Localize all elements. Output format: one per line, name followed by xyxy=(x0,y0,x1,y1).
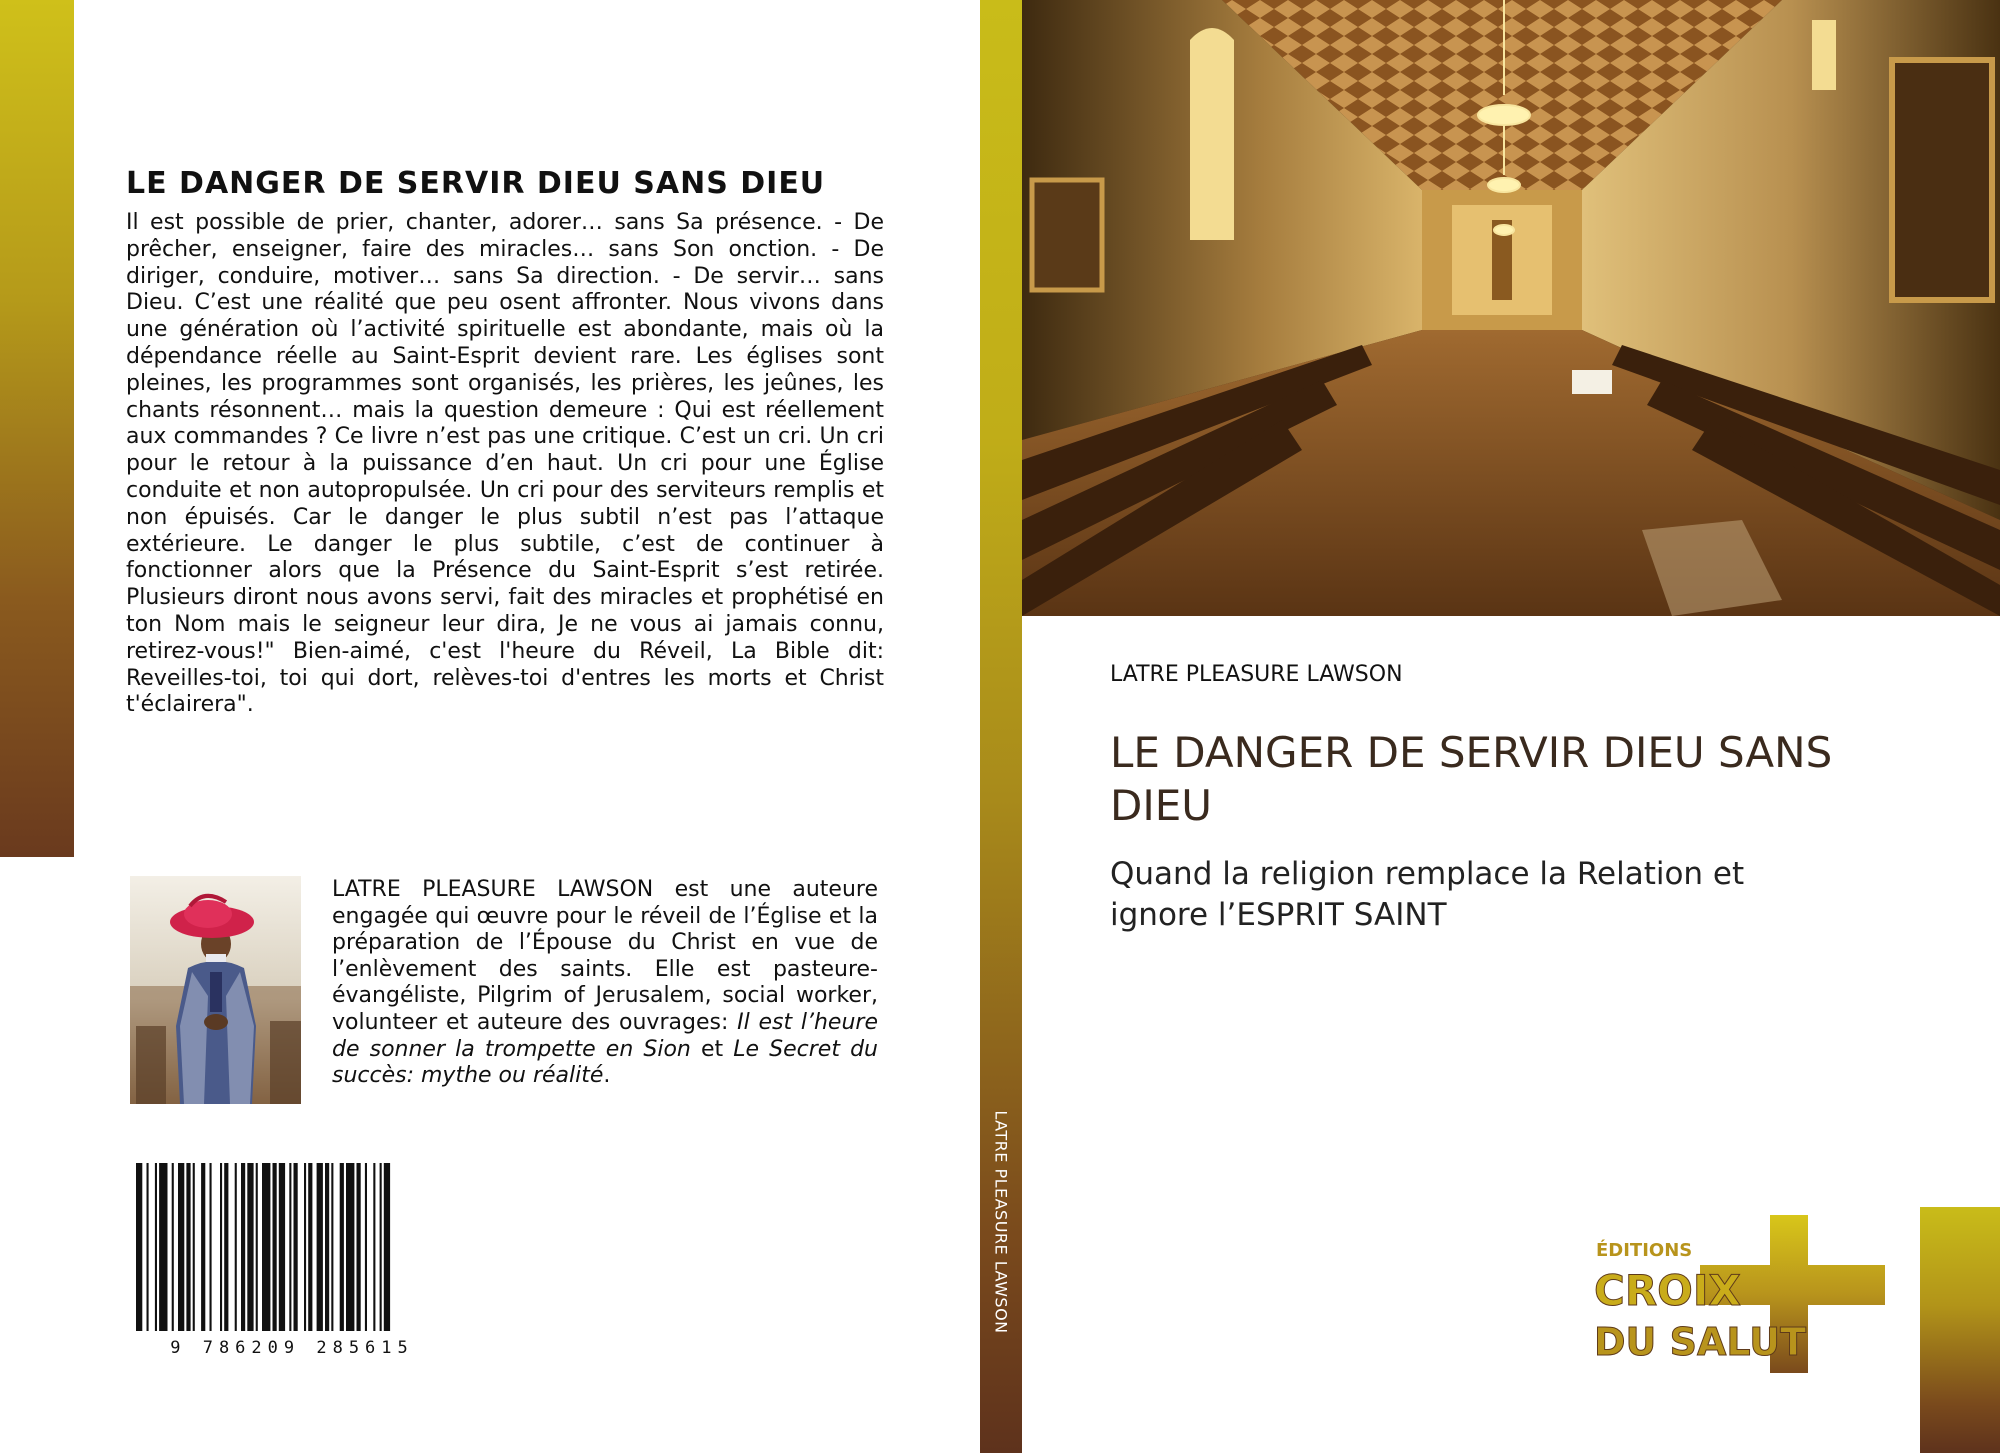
spine-author: LATRE PLEASURE LAWSON xyxy=(991,1110,1011,1334)
barcode-bar xyxy=(294,1163,298,1331)
barcode-bar xyxy=(241,1163,245,1331)
barcode-bar xyxy=(331,1163,333,1331)
barcode-bar xyxy=(136,1163,142,1331)
author-bio-text: LATRE PLEASURE LAWSON est une auteure engagée qui œuvre pour le réveil de l’Église et la préparation de l’Épouse du Christ en vue de l’enlèvement des saints. Elle est pasteure-évangéliste, Pilgrim of Jerusalem, social worker, volunteer et auteure des ouvrages: xyxy=(332,877,878,1035)
front-cover-subtitle: Quand la religion remplace la Relation et ignore l’ESPRIT SAINT xyxy=(1110,856,1745,933)
barcode-bar xyxy=(210,1163,212,1331)
barcode-bar xyxy=(273,1163,277,1331)
barcode-bar xyxy=(384,1163,390,1331)
author-bio-book1: Il est l’heure de sonner la trompette en Sion xyxy=(332,1009,878,1062)
church-interior-image xyxy=(1022,0,2000,616)
barcode-bar xyxy=(308,1163,312,1331)
publisher-line3: DU SALUT xyxy=(1594,1320,1807,1364)
barcode-bar xyxy=(256,1163,258,1331)
barcode-bar xyxy=(172,1163,174,1331)
publisher-logo xyxy=(1590,1215,1890,1375)
front-cover-color-corner xyxy=(1920,1207,2000,1453)
author-bio-connector: et xyxy=(690,1036,734,1062)
barcode-bar xyxy=(357,1163,361,1331)
barcode-bar xyxy=(340,1163,344,1331)
author-photo xyxy=(130,876,301,1104)
front-cover-author: LATRE PLEASURE LAWSON xyxy=(1110,662,1403,687)
barcode-bar xyxy=(147,1163,149,1331)
back-cover-title: LE DANGER DE SERVIR DIEU SANS DIEU xyxy=(126,166,826,201)
publisher-line2: CROIX xyxy=(1594,1266,1741,1315)
isbn-barcode xyxy=(130,1163,455,1359)
barcode-bar xyxy=(155,1163,157,1331)
barcode-bar xyxy=(224,1163,228,1331)
author-bio xyxy=(332,877,878,1090)
barcode-bar xyxy=(235,1163,237,1331)
author-bio-book2: Le Secret du succès: mythe ou réalité xyxy=(332,1036,878,1089)
barcode-bar xyxy=(178,1163,184,1331)
back-cover-blurb: Il est possible de prier, chanter, adorer… sans Sa présence. - De prêcher, enseigner, faire des miracles… sans Son onction. - De diriger, conduire, motiver… sans Sa direction. - De servir… sans Dieu. C’est une réalité que peu osent affronter. Nous vivons dans une génération où l’activité spirituelle est abondante, mais où la dépendance réelle au Saint-Esprit devient rare. Les églises sont pleines, les programmes sont organisés, les prières, les jeûnes, les chants résonnent… mais la question demeure : Qui est réellement aux commandes ? Ce livre n’est pas une critique. C’est un cri. Un cri pour le retour à la puissance d’en haut. Un cri pour une Église conduite et non autopropulsée. Un cri pour des serviteurs remplis et non épuisés. Car le danger le plus subtil n’est pas l’attaque extérieure. Le danger le plus subtile, c’est de continuer à fonctionner alors que la Présence du Saint-Esprit s’est retirée. Plusieurs diront nous avons servi, fait des miracles et prophétisé en ton Nom mais le seigneur leur dira, Je ne vous ai jamais connu, retirez-vous!" Bien-aimé, c'est l'heure du Réveil, La Bible dit: Reveilles-toi, toi qui dort, relèves-toi d'entres les morts et Christ t'éclairera". xyxy=(126,210,884,718)
isbn-digits: 9 786209 285615 xyxy=(170,1338,414,1358)
barcode-graphic xyxy=(130,1163,455,1359)
publisher-line1: ÉDITIONS xyxy=(1596,1240,1693,1261)
barcode-bar xyxy=(262,1163,270,1331)
barcode-bar xyxy=(186,1163,190,1331)
barcode-bar xyxy=(201,1163,205,1331)
front-cover-church-photo xyxy=(1022,0,2000,616)
barcode-bar xyxy=(193,1163,195,1331)
barcode-bar xyxy=(325,1163,329,1331)
barcode-bar xyxy=(289,1163,291,1331)
barcode-bar xyxy=(247,1163,253,1331)
barcode-bar xyxy=(373,1163,375,1331)
croix-du-salut-logo xyxy=(1590,1215,1890,1375)
barcode-bar xyxy=(365,1163,367,1331)
barcode-bar xyxy=(220,1163,222,1331)
barcode-bar xyxy=(304,1163,306,1331)
barcode-bar xyxy=(279,1163,285,1331)
front-cover-title: LE DANGER DE SERVIR DIEU SANS DIEU xyxy=(1110,728,1833,830)
barcode-bar xyxy=(159,1163,167,1331)
barcode-bar xyxy=(346,1163,354,1331)
barcode-bar xyxy=(380,1163,382,1331)
spine-author-container xyxy=(974,1052,1028,1392)
barcode-bar xyxy=(317,1163,323,1331)
author-bio-end: . xyxy=(603,1063,611,1089)
back-cover-color-strip xyxy=(0,0,74,857)
author-portrait-image xyxy=(130,876,301,1104)
